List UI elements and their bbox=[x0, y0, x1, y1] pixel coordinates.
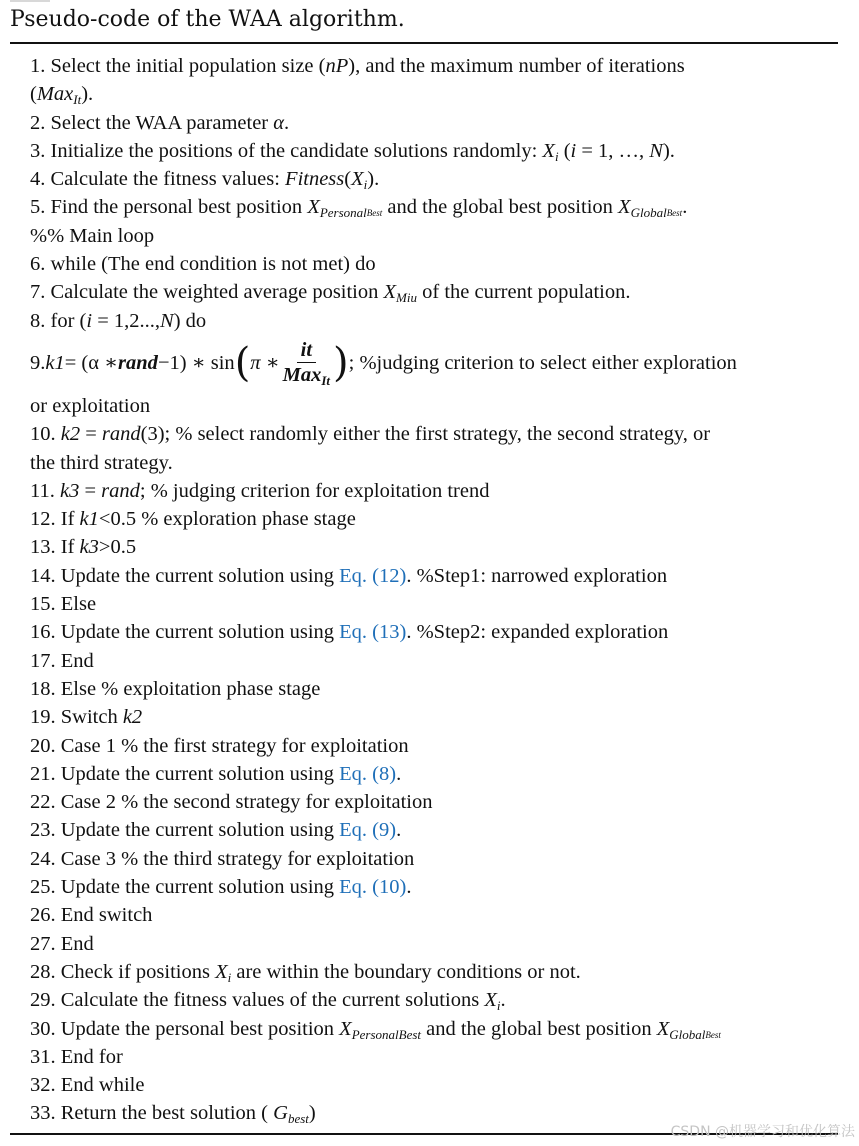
algo-line-33: 33. Return the best solution ( Gbest) bbox=[30, 1102, 316, 1127]
algo-line-6: 6. while (The end condition is not met) do bbox=[30, 253, 376, 276]
right-paren: ) bbox=[333, 340, 349, 387]
algo-line-11: 11. k3 = rand; % judging criterion for exploitation trend bbox=[30, 479, 490, 502]
left-paren: ( bbox=[234, 340, 251, 387]
algo-line-28: 28. Check if positions Xi are within the boundary conditions or not. bbox=[30, 960, 581, 985]
algo-line-10-cont: the third strategy. bbox=[30, 451, 173, 474]
top-rule bbox=[10, 42, 838, 44]
watermark: CSDN @机器学习和优化算法 bbox=[670, 1124, 855, 1140]
algo-line-32: 32. End while bbox=[30, 1074, 145, 1097]
algo-comment-main-loop: %% Main loop bbox=[30, 224, 155, 247]
algorithm-body bbox=[30, 52, 822, 1128]
algo-line-1-cont: (MaxIt). bbox=[30, 83, 94, 108]
algo-line-23: 23. Update the current solution using Eq. (9). bbox=[30, 819, 402, 842]
eq-13-link[interactable]: Eq. (13) bbox=[339, 621, 407, 644]
algo-line-2: 2. Select the WAA parameter α. bbox=[30, 111, 290, 134]
algo-line-12: 12. If k1<0.5 % exploration phase stage bbox=[30, 508, 356, 531]
algo-line-18: 18. Else % exploitation phase stage bbox=[30, 677, 321, 700]
algo-line-13: 13. If k3>0.5 bbox=[30, 536, 137, 559]
cropped-heading-fragment bbox=[10, 0, 50, 2]
algo-line-20: 20. Case 1 % the first strategy for exploitation bbox=[30, 734, 409, 757]
algo-line-9-cont: or exploitation bbox=[30, 394, 151, 417]
algo-line-15: 15. Else bbox=[30, 593, 97, 616]
algo-line-4: 4. Calculate the fitness values: Fitness(Xi). bbox=[30, 168, 380, 193]
algo-line-19: 19. Switch k2 bbox=[30, 706, 143, 729]
algo-line-8: 8. for (i = 1,2...,N) do bbox=[30, 309, 207, 332]
algo-line-5: 5. Find the personal best position XPersonalBest and the global best position XGlobalBest. bbox=[30, 196, 688, 221]
algo-line-7: 7. Calculate the weighted average position XMiu of the current population. bbox=[30, 281, 631, 306]
algo-line-24: 24. Case 3 % the third strategy for exploitation bbox=[30, 847, 415, 870]
table-caption: Pseudo-code of the WAA algorithm. bbox=[10, 7, 405, 32]
algo-line-16: 16. Update the current solution using Eq. (13). %Step2: expanded exploration bbox=[30, 621, 669, 644]
algo-line-1: 1. Select the initial population size (nP), and the maximum number of iterations bbox=[30, 55, 685, 77]
eq-8-link[interactable]: Eq. (8) bbox=[339, 762, 397, 785]
eq-10-link[interactable]: Eq. (10) bbox=[339, 876, 407, 899]
fraction-it-over-maxit: $\frac{it}{\text{MaxIt}}$ bbox=[282, 338, 331, 388]
algo-line-9: 9. k1 = (α ∗ rand −1) ∗ sin ( π ∗ $\frac{it}{\text{MaxIt}}$ ) ; %judging criterion to select either exploration bbox=[30, 338, 737, 388]
algo-line-22: 22. Case 2 % the second strategy for exploitation bbox=[30, 791, 433, 814]
algo-line-26: 26. End switch bbox=[30, 904, 153, 927]
algo-line-29: 29. Calculate the fitness values of the current solutions Xi. bbox=[30, 989, 506, 1014]
algo-line-17: 17. End bbox=[30, 649, 94, 672]
algo-line-31: 31. End for bbox=[30, 1045, 123, 1068]
algo-line-27: 27. End bbox=[30, 932, 94, 955]
algo-line-14: 14. Update the current solution using Eq. (12). %Step1: narrowed exploration bbox=[30, 564, 668, 587]
algo-line-21: 21. Update the current solution using Eq. (8). bbox=[30, 762, 402, 785]
eq-12-link[interactable]: Eq. (12) bbox=[339, 564, 407, 587]
algo-line-30: 30. Update the personal best position XPersonalBest and the global best position XGlobalBest bbox=[30, 1017, 721, 1042]
algo-line-10: 10. k2 = rand(3); % select randomly either the first strategy, the second strategy, or bbox=[30, 423, 711, 446]
algo-line-25: 25. Update the current solution using Eq. (10). bbox=[30, 876, 412, 899]
eq-9-link[interactable]: Eq. (9) bbox=[339, 819, 397, 842]
algo-line-3: 3. Initialize the positions of the candidate solutions randomly: Xi (i = 1, …, N). bbox=[30, 139, 675, 164]
